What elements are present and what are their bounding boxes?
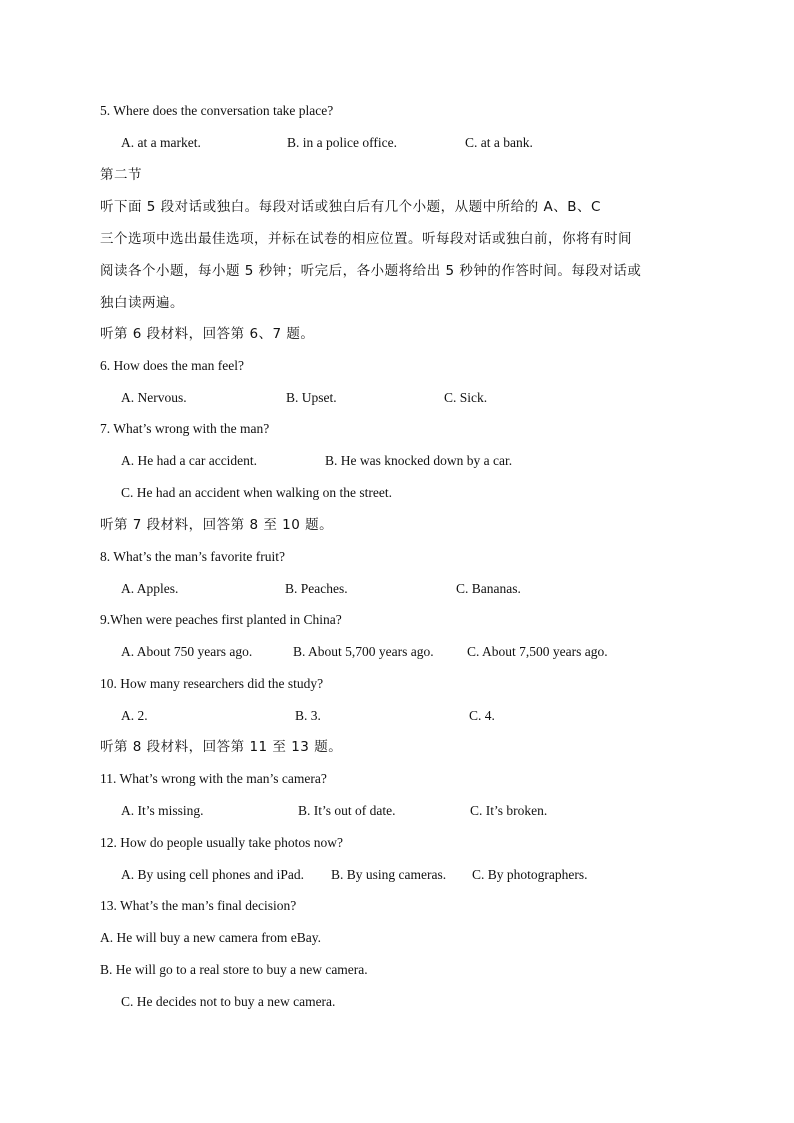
q8-option-a: A. Apples. [121, 581, 179, 596]
q13-option-c: C. He decides not to buy a new camera. [121, 994, 336, 1009]
question-7: 7. What’s wrong with the man? [100, 421, 270, 436]
q6-option-b: B. Upset. [286, 390, 337, 405]
q7-option-b: B. He was knocked down by a car. [325, 453, 513, 468]
q9-option-c: C. About 7,500 years ago. [467, 644, 608, 659]
q5-option-c: C. at a bank. [465, 135, 533, 150]
question-8: 8. What’s the man’s favorite fruit? [100, 549, 285, 564]
q7-option-a: A. He had a car accident. [121, 453, 258, 468]
q11-option-c: C. It’s broken. [470, 803, 548, 818]
q5-option-a: A. at a market. [121, 135, 201, 150]
q11-option-b: B. It’s out of date. [298, 803, 396, 818]
q5-option-b: B. in a police office. [287, 135, 397, 150]
instruction-line-4: 独白读两遍。 [100, 295, 184, 311]
q8-option-c: C. Bananas. [456, 581, 521, 596]
material-7-heading: 听第 7 段材料，回答第 8 至 10 题。 [100, 517, 334, 533]
instruction-line-2: 三个选项中选出最佳选项，并标在试卷的相应位置。听每段对话或独白前，你将有时间 [100, 231, 632, 247]
question-13: 13. What’s the man’s final decision? [100, 898, 297, 913]
q7-option-c: C. He had an accident when walking on the street. [121, 485, 393, 500]
instruction-line-3: 阅读各个小题，每小题 5 秒钟；听完后，各小题将给出 5 秒钟的作答时间。每段对话或 [100, 263, 642, 279]
question-12: 12. How do people usually take photos now? [100, 835, 343, 850]
question-9: 9.When were peaches first planted in China? [100, 612, 342, 627]
q11-option-a: A. It’s missing. [121, 803, 204, 818]
q10-option-b: B. 3. [295, 708, 321, 723]
q13-option-b: B. He will go to a real store to buy a new camera. [100, 962, 368, 977]
q12-option-b: B. By using cameras. [331, 867, 447, 882]
section-title: 第二节 [100, 167, 142, 183]
q8-option-b: B. Peaches. [285, 581, 348, 596]
q10-option-c: C. 4. [469, 708, 495, 723]
q10-option-a: A. 2. [121, 708, 148, 723]
q9-option-b: B. About 5,700 years ago. [293, 644, 434, 659]
q12-option-c: C. By photographers. [472, 867, 588, 882]
material-8-heading: 听第 8 段材料，回答第 11 至 13 题。 [100, 739, 343, 755]
q6-option-a: A. Nervous. [121, 390, 187, 405]
question-11: 11. What’s wrong with the man’s camera? [100, 771, 327, 786]
question-10: 10. How many researchers did the study? [100, 676, 324, 691]
material-6-heading: 听第 6 段材料，回答第 6、7 题。 [100, 326, 315, 342]
instruction-line-1: 听下面 5 段对话或独白。每段对话或独白后有几个小题，从题中所给的 A、B、C [100, 199, 601, 215]
q6-option-c: C. Sick. [444, 390, 488, 405]
q9-option-a: A. About 750 years ago. [121, 644, 253, 659]
q13-option-a: A. He will buy a new camera from eBay. [100, 930, 322, 945]
question-6: 6. How does the man feel? [100, 358, 244, 373]
question-5: 5. Where does the conversation take place? [100, 103, 334, 118]
q12-option-a: A. By using cell phones and iPad. [121, 867, 304, 882]
